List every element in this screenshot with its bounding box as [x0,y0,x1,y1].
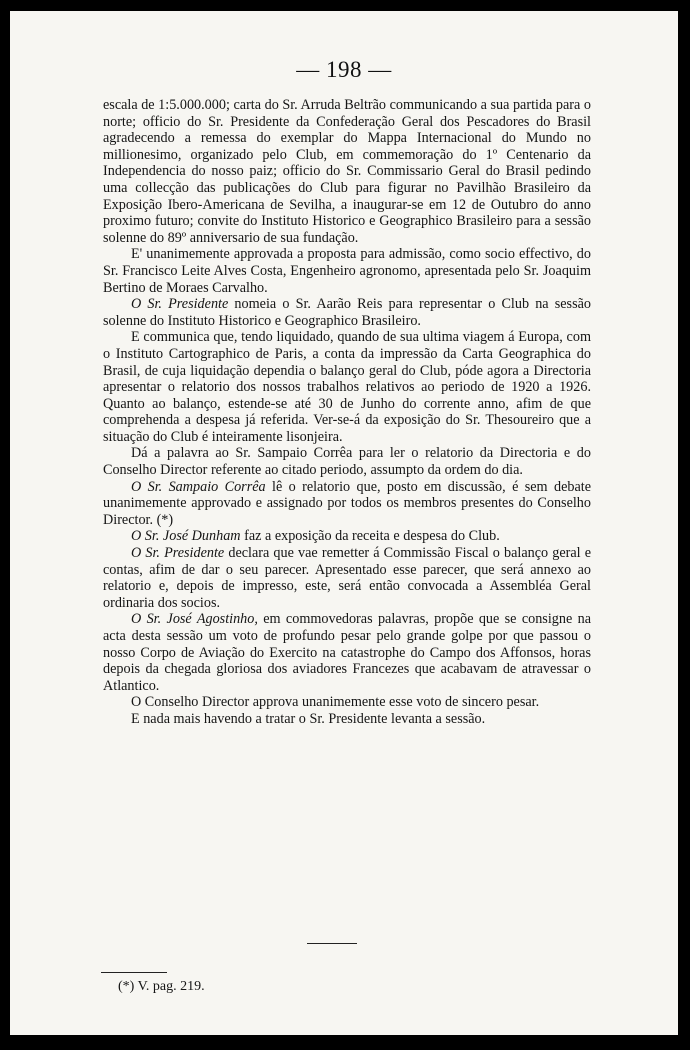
page [10,11,678,1035]
paragraph-fiscal-commission: O Sr. Presidente declara que vae remetter á Commissão Fiscal o balanço geral e contas, afim de dar o seu parecer. Apresentado esse parecer, que será annexo ao relatorio e, depois de impresso, este, será então convocada a Assembléa Geral ordinaria dos socios. [103,545,591,611]
paragraph-correspondence: escala de 1:5.000.000; carta do Sr. Arruda Beltrão communicando a sua partida para o norte; officio do Sr. Presidente da Confederação Geral dos Pescadores do Brasil agradecendo a remessa do exemplar do Mappa Internacional do Mundo no millionesimo, organizado pelo Club, em commemoração do 1º Centenario da Independencia do nosso paiz; officio do Sr. Commissario Geral do Brasil pedindo uma collecção das publicações do Club para figurar no Pavilhão Brasileiro da Exposição Ibero-Americana de Sevilha, a inaugurar-se em 12 de Outubro do anno proximo futuro; convite do Instituto Historico e Geographico Brasileiro para a sessão solenne do 89º anniversario de sua fundação. [103,97,591,246]
footnote: (*) V. pag. 219. [118,979,205,994]
paragraph-closing: E nada mais havendo a tratar o Sr. Presidente levanta a sessão. [131,710,486,727]
footnote-rule [101,972,167,973]
paragraph-representation: O Sr. Presidente nomeia o Sr. Aarão Reis para representar o Club na sessão solenne do Instituto Historico e Geographico Brasileiro. [103,296,591,329]
paragraph-accounts: O Sr. José Dunham faz a exposição da receita e despesa do Club. [131,528,500,545]
section-separator [307,943,357,944]
paragraph-report-reading: O Sr. Sampaio Corrêa lê o relatorio que, posto em discussão, é sem debate unanimemente approvado e assignado por todos os membros presentes do Conselho Director. (*) [103,478,591,528]
paragraph-admission: E' unanimemente approvada a proposta para admissão, como socio effectivo, do Sr. Francisco Leite Alves Costa, Engenheiro agronomo, apresentada pelo Sr. Joaquim Bertino de Moraes Carvalho. [103,246,591,296]
paragraph-condolence-motion: O Sr. José Agostinho, em commovedoras palavras, propõe que se consigne na acta desta sessão um voto de profundo pesar pelo grande golpe por que passou o nosso Corpo de Aviação do Exercito na catastrophe do Campo dos Affonsos, horas depois da chegada gloriosa dos aviadores Francezes que acabavam de atravessar o Atlantico. [103,611,591,694]
page-number: — 198 — [296,57,392,82]
body-text [103,97,591,728]
paragraph-floor-given: Dá a palavra ao Sr. Sampaio Corrêa para ler o relatorio da Directoria e do Conselho Director referente ao citado periodo, assumpto da ordem do dia. [103,445,591,479]
paragraph-report-announcement: E communica que, tendo liquidado, quando de sua ultima viagem á Europa, com o Instituto Cartographico de Paris, a conta da impressão da Carta Geographica do Brasil, de cuja liquidação dependia o balanço geral do Club, póde agora a Directoria apresentar o relatorio dos nossos trabalhos relativos ao periodo de 1920 a 1926. Quanto ao balanço, estende-se até 30 de Junho do corrente anno, afim de que comprehenda a despesa já referida. Ver-se-á da exposição do Sr. Thesoureiro que a situação do Club é inteiramente lisonjeira. [103,329,591,445]
paragraph-approval: O Conselho Director approva unanimemente esse voto de sincero pesar. [131,694,540,711]
